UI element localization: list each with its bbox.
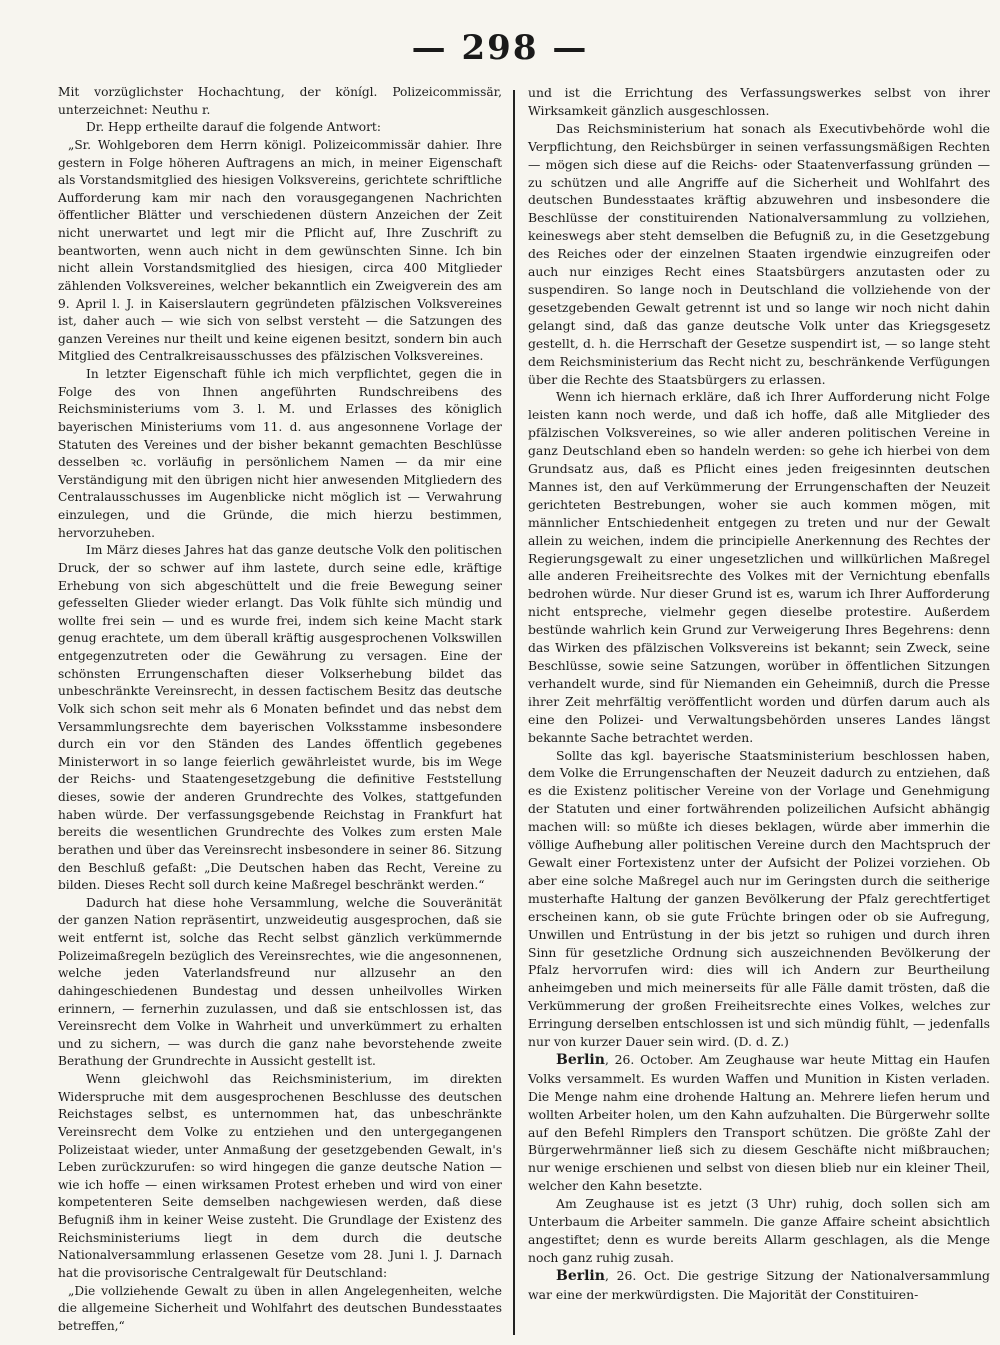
- paragraph: Mit vorzüglichster Hochachtung, der könígl. Polizeicommissär, unterzeichnet: Neuthu r.: [58, 85, 502, 117]
- column-divider: [513, 90, 515, 1335]
- news-report: [528, 1051, 990, 1195]
- right-column: [528, 84, 990, 1304]
- dateline-place: Berlin: [556, 1267, 605, 1284]
- paragraph: „Sr. Wohlgeboren dem Herrn königl. Polizeicommissär dahier. Ihre gestern in Folge höheren Auftragens an mich, in meiner Eigenschaft als Vorstandsmitglied des hiesigen Volksvereins, gerichtete schriftliche Aufforderung kam mir nach den vorausgegangenen Nachrichten öffentlicher Blätter und verschiedenen düstern Anzeichen der Zeit nicht unerwartet und legt mir die Pflicht auf, Ihre Zuschrift zu beantworten, wenn auch nicht in dem gewünschten Sinne. Ich bin nicht allein Vorstandsmitglied des hiesigen, circa 400 Mitglieder zählenden Volksvereines, welcher bekanntlich ein Zweigverein des am 9. April l. J. in Kaiserslautern gegründeten pfälzischen Volksvereines ist, daher auch — wie sich von selbst versteht — die Satzungen des ganzen Vereines nur theilt und keine eigenen besitzt, sondern bin auch Mitglied des Centralkreisausschusses des pfälzischen Volksvereines.: [58, 137, 502, 364]
- paragraph: und ist die Errichtung des Verfassungswerkes selbst von ihrer Wirksamkeit gänzlich ausgeschlossen.: [528, 85, 990, 118]
- paragraph: Das Reichsministerium hat sonach als Executivbehörde wohl die Verpflichtung, den Reichsbürger in seinen verfassungsmäßigen Rechten — mögen sich diese auf die Reichs- oder Staatenverfassung gründen — zu schützen und alle Angriffe auf die Sicherheit und Wohlfahrt des deutschen Bundesstaates kräftig abzuwehren und insbesondere die Beschlüsse der constituirenden Nationalversammlung zu vollziehen, keineswegs aber steht demselben die Befugniß zu, in die Gesetzgebung des Reiches oder der einzelnen Staaten irgendwie einzugreifen oder auch nur einziges Recht eines Staatsbürgers anzutasten oder zu suspendiren. So lange noch in Deutschland die vollziehende von der gesetzgebenden Gewalt getrennt ist und so lange wir noch nicht dahin gelangt sind, daß das ganze deutsche Volk unter das Kriegsgesetz gestellt, d. h. die Herrschaft der Gesetze suspendirt ist, — so lange steht dem Reichsministerium das Recht nicht zu, beschränkende Verfügungen über die Rechte des Staatsbürgers zu erlassen.: [528, 120, 990, 387]
- paragraph: Dr. Hepp ertheilte darauf die folgende Antwort:: [86, 120, 381, 135]
- news-report: [528, 1267, 990, 1304]
- paragraph: Im März dieses Jahres hat das ganze deutsche Volk den politischen Druck, der so schwer auf ihm lastete, durch seine edle, kräftige Erhebung von sich abgeschüttelt und die freie Bewegung seiner gefesselten Glieder wieder erlangt. Das Volk fühlte sich mündig und wollte frei sein — und es wurde frei, indem sich keine Macht stark genug erachtete, um dem überall kräftig ausgesprochenen Volkswillen entgegenzutreten oder die Gewährung zu versagen. Eine der schönsten Errungenschaften dieser Volkserhebung bildet das unbeschränkte Vereinsrecht, in dessen factischem Besitz das deutsche Volk sich schon seit mehr als 6 Monaten befindet und das nebst dem Versammlungsrechte dem bayerischen Volksstamme insbesondere durch ein vor den Ständen des Landes öffentlich gegebenes Ministerwort in so lange feierlich gewährleistet wurde, bis im Wege der Reichs- und Staatengesetzgebung die definitive Feststellung dieses, sowie der anderen Grundrechte des Volkes, stattgefunden haben würde. Der verfassungsgebende Reichstag in Frankfurt hat bereits die wesentlichen Grundrechte des Volkes zum ersten Male berathen und über das Vereinsrecht insbesondere in seiner 86. Sitzung den Beschluß gefaßt: „Die Deutschen haben das Recht, Vereine zu bilden. Dieses Recht soll durch keine Maßregel beschränkt werden.“: [58, 543, 502, 893]
- paragraph: Am Zeughause ist es jetzt (3 Uhr) ruhig, doch sollen sich am Unterbaum die Arbeiter sammeln. Die ganze Affaire scheint absichtlich angestiftet; denn es wurde bereits Allarm geschlagen, als die Menge noch ganz ruhig zusah.: [528, 1196, 990, 1265]
- paragraph: Sollte das kgl. bayerische Staatsministerium beschlossen haben, dem Volke die Errungenschaften der Neuzeit dadurch zu entziehen, daß es die Existenz politischer Vereine von der Vorlage und Genehmigung der Statuten und einer fortwährenden polizeilichen Aufsicht abhängig machen will: so müßte ich dieses beklagen, würde aber immerhin die völlige Aufhebung aller politischen Vereine durch den Machtspruch der Gewalt einer Fortexistenz unter der Aufsicht der Polizei vorziehen. Ob aber eine solche Maßregel auch nur im Geringsten durch die seitherige musterhafte Haltung der ganzen Bevölkerung der Pfalz gerechtfertiget erscheinen kann, ob sie gute Früchte bringen oder ob sie Aufregung, Unwillen und Entrüstung in der bis jetzt so ruhigen und durch ihren Sinn für gesetzliche Ordnung sich auszeichnenden Bevölkerung der Pfalz hervorrufen wird: dies will ich Andern zur Beurtheilung anheimgeben und mich meinerseits für alle Fälle damit trösten, daß die Verkümmerung der großen Freiheitsrechte eines Volkes, welches zur Erringung derselben entschlossen ist und sich mündig fühlt, — jedenfalls nur von kurzer Dauer sein wird. (D. d. Z.): [528, 747, 990, 1050]
- report-text: , 26. Oct. Die gestrige Sitzung der Nationalversammlung war eine der merkwürdigsten. Die Majorität der Constituiren-: [528, 1267, 990, 1302]
- paragraph: Wenn ich hiernach erkläre, daß ich Ihrer Aufforderung nicht Folge leisten kann noch werde, und daß ich hoffe, daß alle Mitglieder des pfälzischen Volksvereines, so wie aller anderen politischen Vereine in ganz Deutschland eben so handeln werden: so gehe ich hierbei von dem Grundsatz aus, daß es Pflicht eines jeden freigesinnten deutschen Mannes ist, den auf Verkümmerung der Errungenschaften der Neuzeit gerichteten Bestrebungen, woher sie auch kommen mögen, mit männlicher Entschiedenheit entgegen zu treten und nur der Gewalt allein zu weichen, indem die principielle Anerkennung des Rechtes der Regierungsgewalt zu einer ungesetzlichen und willkürlichen Maßregel alle anderen Freiheitsrechte des Volkes mit der Vernichtung ebenfalls bedrohen würde. Nur dieser Grund ist es, warum ich Ihrer Aufforderung nicht entspreche, vielmehr gegen dieselbe protestire. Außerdem bestünde wahrlich kein Grund zur Verweigerung Ihres Begehrens: denn das Wirken des pfälzischen Volksvereins ist bekannt; sein Zweck, seine Beschlüsse, sowie seine Satzungen, worüber in öffentlichen Sitzungen verhandelt wurde, sind für Niemanden ein Geheimniß, durch die Presse ihrer Zeit mehrfältig veröffentlicht worden und dürfen darum auch als eine den Polizei- und Verwaltungsbehörden unseres Landes längst bekannte Sache betrachtet werden.: [528, 389, 990, 745]
- paragraph: Dadurch hat diese hohe Versammlung, welche die Souveränität der ganzen Nation repräsentirt, unzweideutig ausgesprochen, daß sie weit entfernt ist, solche das Recht selbst gänzlich verkümmernde Polizeimaßregeln bezüglich des Vereinsrechtes, wie die angesonnenen, welche jeden Vaterlandsfreund nur allzusehr an den dahingeschiedenen Bundestag und dessen unheilvolles Wirken erinnern, — fernerhin zuzulassen, und daß sie entschlossen ist, das Vereinsrecht dem Volke in Wahrheit und unverkümmert zu erhalten und zu sichern, — was durch die ganz nahe bevorstehende zweite Berathung der Grundrechte in Aussicht gestellt ist.: [58, 895, 502, 1069]
- paragraph: In letzter Eigenschaft fühle ich mich verpflichtet, gegen die in Folge des von Ihnen angeführten Rundschreibens des Reichsministeriums vom 3. l. M. und Erlasses des königlich bayerischen Ministeriums vom 11. d. aus angesonnene Vorlage der Statuten des Vereines und der bisher bekannt gemachten Beschlüsse desselben ꝛc. vorläufig in persönlichem Namen — da mir eine Verständigung mit den übrigen nicht hier anwesenden Mitgliedern des Centralausschusses im Augenblicke nicht möglich ist — Verwahrung einzulegen, und die Gründe, die mich hierzu bestimmen, hervorzuheben.: [58, 367, 502, 540]
- quotation: „Die vollziehende Gewalt zu üben in allen Angelegenheiten, welche die allgemeine Sicherheit und Wohlfahrt des deutschen Bundesstaates betreffen,“: [58, 1283, 502, 1333]
- left-column: [58, 84, 502, 1335]
- paragraph: Wenn gleichwohl das Reichsministerium, im direkten Widerspruche mit dem ausgesprochenen Beschlusse des deutschen Reichstages selbst, es unternommen hat, das unbeschränkte Vereinsrecht dem Volke zu entziehen und den untergegangenen Polizeistaat wieder, unter Anmaßung der gesetzgebenden Gewalt, in's Leben zurückzurufen: so wird hingegen die ganze deutsche Nation — wie ich hoffe — einen wirksamen Protest erheben und wird von einer kompetenteren Seite demselben nachgewiesen werden, daß diese Befugniß ihm in keiner Weise zusteht. Die Grundlage der Existenz des Reichsministeriums liegt in dem durch die deutsche Nationalversammlung erlassenen Gesetze vom 28. Juni l. J. Darnach hat die provisorische Centralgewalt für Deutschland:: [58, 1072, 502, 1280]
- page-number: — 298 —: [411, 28, 589, 68]
- report-text: , 26. October. Am Zeughause war heute Mittag ein Haufen Volks versammelt. Es wurden Waffen und Munition in Kisten verladen. Die Menge nahm eine drohende Haltung an. Mehrere liefen herum und wollten Arbeiter holen, um den Kahn aufzuhalten. Die Bürgerwehr sollte auf den Befehl Rimplers den Transport schützen. Die größte Zahl der Bürgerwehrmänner ließ sich zu diesem Geschäfte nicht mißbrauchen; nur wenige erschienen und selbst von diesen blieb nur ein kleiner Theil, welcher den Kahn besetzte.: [528, 1051, 990, 1194]
- dateline-place: Berlin: [556, 1051, 605, 1068]
